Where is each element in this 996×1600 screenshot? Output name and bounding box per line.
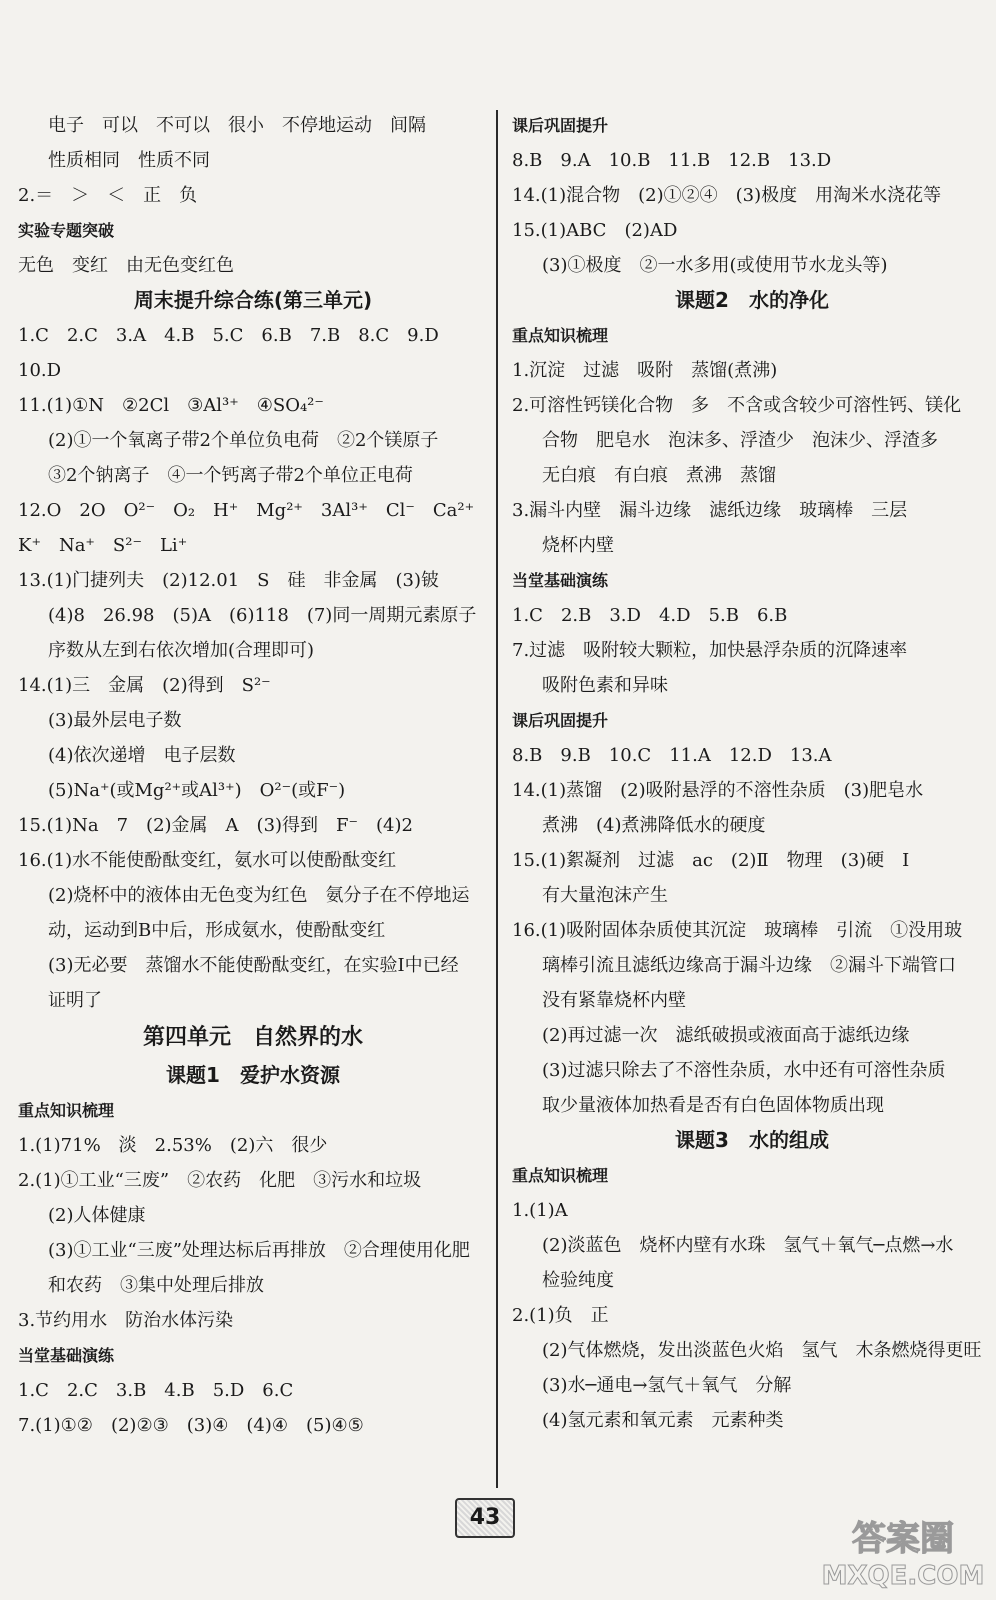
answer-line: 8.B 9.A 10.B 11.B 12.B 13.D bbox=[512, 150, 832, 171]
answer-line: 15.(1)絮凝剂 过滤 ac (2)Ⅱ 物理 (3)硬 Ⅰ bbox=[512, 850, 910, 871]
answer-line: 1.沉淀 过滤 吸附 蒸馏(煮沸) bbox=[512, 360, 778, 381]
answer-line: 8.B 9.B 10.C 11.A 12.D 13.A bbox=[512, 745, 832, 766]
answer-line: 2.(1)负 正 bbox=[512, 1305, 609, 1326]
section-heading: 课后巩固提升 bbox=[512, 116, 609, 135]
answer-line: 15.(1)ABC (2)AD bbox=[512, 220, 678, 241]
answer-line: 合物 肥皂水 泡沫多、浮渣少 泡沫少、浮渣多 bbox=[542, 430, 938, 451]
answer-line: 12.O 2O O²⁻ O₂ H⁺ Mg²⁺ 3Al³⁺ Cl⁻ Ca²⁺ bbox=[18, 500, 475, 521]
answer-line: 3.漏斗内壁 漏斗边缘 滤纸边缘 玻璃棒 三层 bbox=[512, 500, 908, 521]
watermark-url: MXQE.COM bbox=[821, 1561, 985, 1591]
answer-line: 序数从左到右依次增加(合理即可) bbox=[48, 640, 315, 661]
answer-line: K⁺ Na⁺ S²⁻ Li⁺ bbox=[18, 535, 188, 556]
answer-line: (2)人体健康 bbox=[48, 1205, 146, 1226]
answer-line: 3.节约用水 防治水体污染 bbox=[18, 1310, 234, 1331]
answer-line: 取少量液体加热看是否有白色固体物质出现 bbox=[542, 1095, 884, 1116]
section-title: 课题2 水的净化 bbox=[675, 288, 829, 312]
answer-line: 14.(1)三 金属 (2)得到 S²⁻ bbox=[18, 675, 271, 696]
right-column bbox=[512, 108, 992, 1438]
answer-line: (3)①工业“三废”处理达标后再排放 ②合理使用化肥 bbox=[48, 1240, 470, 1261]
answer-line: 煮沸 (4)煮沸降低水的硬度 bbox=[542, 815, 766, 836]
answer-line: 2.(1)①工业“三废” ②农药 化肥 ③污水和垃圾 bbox=[18, 1170, 422, 1191]
answer-line: (3)①极度 ②一水多用(或使用节水龙头等) bbox=[542, 255, 888, 276]
answer-line: (4)8 26.98 (5)A (6)118 (7)同一周期元素原子 bbox=[48, 605, 477, 626]
answer-line: (2)①一个氧离子带2个单位负电荷 ②2个镁原子 bbox=[48, 430, 439, 451]
section-heading: 实验专题突破 bbox=[18, 221, 115, 240]
answer-line: 证明了 bbox=[48, 990, 102, 1011]
answer-line: (3)最外层电子数 bbox=[48, 710, 182, 731]
answer-line: 1.(1)A bbox=[512, 1200, 568, 1221]
answer-line: (3)过滤只除去了不溶性杂质，水中还有可溶性杂质 bbox=[542, 1060, 946, 1081]
section-title: 周末提升综合练(第三单元) bbox=[133, 288, 373, 312]
answer-line: 1.(1)71% 淡 2.53% (2)六 很少 bbox=[18, 1135, 328, 1156]
answer-line: 1.C 2.C 3.A 4.B 5.C 6.B 7.B 8.C 9.D bbox=[18, 325, 439, 346]
watermark-text: 答案圈 bbox=[852, 1519, 954, 1559]
answer-line: 没有紧靠烧杯内壁 bbox=[542, 990, 686, 1011]
page-number: 43 bbox=[455, 1498, 515, 1538]
answer-line: 14.(1)混合物 (2)①②④ (3)极度 用淘米水浇花等 bbox=[512, 185, 942, 206]
answer-line: (4)氢元素和氧元素 元素种类 bbox=[542, 1410, 784, 1431]
answer-line: 烧杯内壁 bbox=[542, 535, 614, 556]
answer-line: 有大量泡沫产生 bbox=[542, 885, 668, 906]
answer-line: 无白痕 有白痕 煮沸 蒸馏 bbox=[542, 465, 776, 486]
answer-line: (3)无必要 蒸馏水不能使酚酞变红，在实验Ⅰ中已经 bbox=[48, 955, 459, 976]
answer-line: 16.(1)水不能使酚酞变红，氨水可以使酚酞变红 bbox=[18, 850, 397, 871]
answer-line: 2.＝ ＞ ＜ 正 负 bbox=[18, 185, 198, 206]
answer-line: 性质相同 性质不同 bbox=[48, 150, 210, 171]
answer-line: ③2个钠离子 ④一个钙离子带2个单位正电荷 bbox=[48, 465, 413, 486]
section-heading: 重点知识梳理 bbox=[512, 326, 609, 345]
answer-line: 动，运动到B中后，形成氨水，使酚酞变红 bbox=[48, 920, 386, 941]
section-heading: 当堂基础演练 bbox=[18, 1346, 115, 1365]
answer-line: (4)依次递增 电子层数 bbox=[48, 745, 236, 766]
answer-line: 检验纯度 bbox=[542, 1270, 614, 1291]
answer-line: 7.(1)①② (2)②③ (3)④ (4)④ (5)④⑤ bbox=[18, 1415, 364, 1436]
section-title: 课题1 爱护水资源 bbox=[166, 1063, 340, 1087]
section-title: 第四单元 自然界的水 bbox=[142, 1025, 363, 1050]
section-heading: 课后巩固提升 bbox=[512, 711, 609, 730]
answer-line: 13.(1)门捷列夫 (2)12.01 S 硅 非金属 (3)铍 bbox=[18, 570, 439, 591]
section-title: 课题3 水的组成 bbox=[675, 1128, 829, 1152]
answer-line: 16.(1)吸附固体杂质使其沉淀 玻璃棒 引流 ①没用玻 bbox=[512, 920, 963, 941]
watermark-logo bbox=[818, 1512, 988, 1592]
answer-line: (2)烧杯中的液体由无色变为红色 氨分子在不停地运 bbox=[48, 885, 470, 906]
answer-line: 1.C 2.B 3.D 4.D 5.B 6.B bbox=[512, 605, 788, 626]
answer-line: 2.可溶性钙镁化合物 多 不含或含较少可溶性钙、镁化 bbox=[512, 395, 962, 416]
answer-line: (5)Na⁺(或Mg²⁺或Al³⁺) O²⁻(或F⁻) bbox=[48, 780, 346, 801]
answer-line: 15.(1)Na 7 (2)金属 A (3)得到 F⁻ (4)2 bbox=[18, 815, 413, 836]
left-column bbox=[18, 108, 488, 1443]
answer-line: 电子 可以 不可以 很小 不停地运动 间隔 bbox=[48, 115, 426, 136]
answer-line: 10.D bbox=[18, 360, 62, 381]
answer-line: 14.(1)蒸馏 (2)吸附悬浮的不溶性杂质 (3)肥皂水 bbox=[512, 780, 924, 801]
answer-line: (2)再过滤一次 滤纸破损或液面高于滤纸边缘 bbox=[542, 1025, 910, 1046]
answer-line: 11.(1)①N ②2Cl ③Al³⁺ ④SO₄²⁻ bbox=[18, 395, 324, 416]
answer-line: 1.C 2.C 3.B 4.B 5.D 6.C bbox=[18, 1380, 294, 1401]
answer-line: (2)气体燃烧，发出淡蓝色火焰 氢气 木条燃烧得更旺 bbox=[542, 1340, 982, 1361]
section-heading: 当堂基础演练 bbox=[512, 571, 609, 590]
answer-line: (3)水─通电→氢气＋氧气 分解 bbox=[542, 1375, 792, 1396]
section-heading: 重点知识梳理 bbox=[512, 1166, 609, 1185]
answer-line: 璃棒引流且滤纸边缘高于漏斗边缘 ②漏斗下端管口 bbox=[542, 955, 956, 976]
column-divider bbox=[496, 110, 498, 1488]
answer-line: 吸附色素和异味 bbox=[542, 675, 668, 696]
answer-line: 和农药 ③集中处理后排放 bbox=[48, 1275, 264, 1296]
answer-line: 7.过滤 吸附较大颗粒，加快悬浮杂质的沉降速率 bbox=[512, 640, 908, 661]
section-heading: 重点知识梳理 bbox=[18, 1101, 115, 1120]
answer-line: (2)淡蓝色 烧杯内壁有水珠 氢气＋氧气─点燃→水 bbox=[542, 1235, 954, 1256]
answer-line: 无色 变红 由无色变红色 bbox=[18, 255, 234, 276]
